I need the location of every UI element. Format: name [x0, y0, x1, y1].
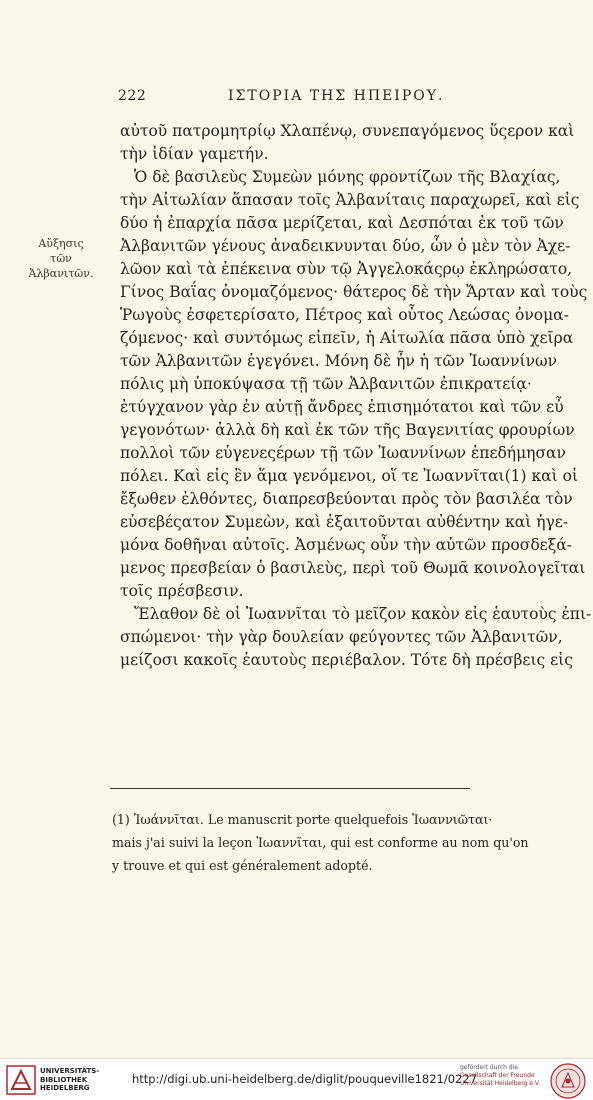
- text-line: τοῖς πρέσβεσιν.: [120, 582, 244, 600]
- permalink-url[interactable]: http://digi.ub.uni-heidelberg.de/diglit/pouqueville1821/0227: [132, 1072, 478, 1086]
- margin-note-line: Αὔξησις: [38, 237, 84, 250]
- text-line: μείζοσι κακοῖς ἑαυτοὺς περιέβαλον. Τότε δὴ πρέσβεις εἰς: [120, 651, 573, 669]
- text-line: λῶον καὶ τὰ ἐπέκεινα σὺν τῷ Ἀγγελοκάςρῳ ἐκληρώσατο,: [120, 260, 573, 278]
- text-line: πόλει. Καὶ εἰς ἓν ἅμα γενόμενοι, οἵ τε Ἰωαννῖται(1) καὶ οἱ: [120, 467, 579, 485]
- text-line: ζόμενος· καὶ συντόμως εἰπεῖν, ἡ Αἰτωλία πᾶσα ὑπὸ χεῖρα: [120, 329, 574, 347]
- sponsor-credit: gefördert durch die Gesellschaft der Freunde Universität Heidelberg e.V.: [460, 1064, 541, 1087]
- footnote-line: (1) Ἰωάννῖται. Le manuscrit porte quelquefois Ἰωαννιῶται·: [112, 812, 493, 827]
- text-line: σπώμενοι· τὴν γὰρ δουλείαν φεύγοντες τῶν Ἀλβανιτῶν,: [120, 628, 563, 646]
- text-line: γεγονότων· ἀλλὰ δὴ καὶ ἐκ τῶν τῆς Βαγενιτίας φρουρίων: [120, 421, 575, 439]
- body-text: [120, 120, 592, 672]
- footnote-line: y trouve et qui est généralement adopté.: [112, 858, 373, 873]
- text-line: Ῥωγοὺς ἐσφετερίσατο, Πέτρος καὶ οὗτος Λεώσας ὀνομα-: [120, 306, 569, 324]
- text-line: τὴν ἰδίαν γαμετήν.: [120, 145, 269, 163]
- text-line: Γίνος Βαΐας ὀνομαζόμενος· θάτερος δὲ τὴν Ἄρταν καὶ τοὺς: [120, 283, 588, 301]
- text-line: ἔξωθεν ἐλθόντες, διαπρεσβεύονται πρὸς τὸν βασιλέα τὸν: [120, 490, 573, 508]
- margin-note-line: Ἀλβανιτῶν.: [28, 267, 94, 280]
- text-line: μενος πρεσβείαν ὁ βασιλεὺς, περὶ τοῦ Θωμᾶ κοινολογεῖται: [120, 559, 586, 577]
- margin-note-line: τῶν: [50, 252, 72, 265]
- text-line: εὐσεβέςατον Συμεὼν, καὶ ἐξαιτοῦνται αὐθέντην καὶ ἡγε-: [120, 513, 569, 531]
- text-line: αὐτοῦ πατρομητρίῳ Χλαπένῳ, συνεπαγόμενος ὕςερον καὶ: [120, 122, 575, 140]
- text-line: τῶν Ἀλβανιτῶν ἐγεγόνει. Μόνη δὲ ἦν ἡ τῶν Ἰωαννίνων: [120, 352, 558, 370]
- running-title: ΙΣΤΟΡΙΑ ΤΗΣ ΗΠΕΙΡΟΥ.: [228, 88, 445, 104]
- library-name: UNIVERSITÄTS- BIBLIOTHEK HEIDELBERG: [40, 1067, 100, 1092]
- text-line: πολλοὶ τῶν εὐγενεςέρων τῇ τῶν Ἰωαννίνων ἐπεδήμησαν: [120, 444, 566, 462]
- page-number: 222: [118, 88, 147, 104]
- text-line: δύο ἡ ἐπαρχία πᾶσα μερίζεται, καὶ Δεσπόται ἐκ τοῦ τῶν: [120, 214, 564, 232]
- text-line: ἐτύγχανον γὰρ ἐν αὐτῇ ἄνδρες ἐπισημότατοι καὶ τῶν εὖ: [120, 398, 564, 416]
- text-line: τὴν Αἰτωλίαν ἅπασαν τοῖς Ἀλβανίταις παραχωρεῖ, καὶ εἰς: [120, 191, 580, 209]
- text-line: μόνα δοθῆναι αὐτοῖς. Ἀσμένως οὖν τὴν αὐτῶν προσδεξά-: [120, 536, 572, 554]
- text-line: Ἔλαθον δὲ οἱ Ἰωαννῖται τὸ μεῖζον κακὸν εἰς ἑαυτοὺς ἐπι-: [134, 605, 592, 623]
- footnote-rule: [110, 788, 470, 789]
- text-line: Ὁ δὲ βασιλεὺς Συμεὼν μόνης φροντίζων τῆς Βλαχίας,: [134, 168, 561, 186]
- text-line: πόλις μὴ ὑποκύψασα τῇ τῶν Ἀλβανιτῶν ἐπικρατείᾳ·: [120, 375, 532, 393]
- university-library-logo-icon[interactable]: [6, 1065, 36, 1095]
- university-seal-icon: [549, 1062, 587, 1100]
- text-line: Ἀλβανιτῶν γένους ἀναδεικνυνται δύο, ὧν ὁ μὲν τὸν Ἀχε-: [120, 237, 571, 255]
- viewer-footer: [0, 1058, 593, 1100]
- margin-note: [26, 236, 96, 281]
- footnote-line: mais j'ai suivi la leçon Ἰωαννῖται, qui est conforme au nom qu'on: [112, 835, 529, 850]
- footnote: [112, 808, 529, 877]
